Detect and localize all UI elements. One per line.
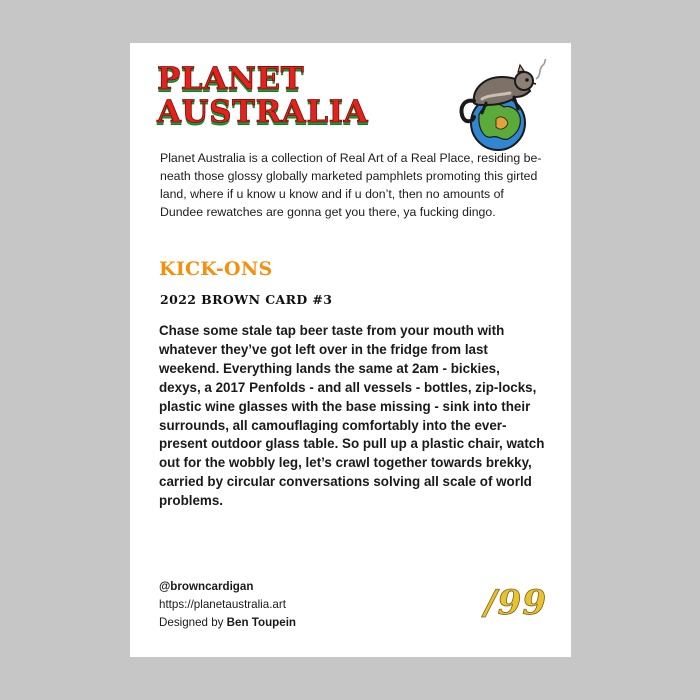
social-handle: @browncardigan: [159, 580, 254, 593]
trading-card: [130, 43, 571, 657]
website-url: https://planetaustralia.art: [159, 598, 286, 611]
card-title: KICK-ONS: [159, 258, 273, 280]
designer-credit: [159, 614, 296, 632]
credits: [159, 578, 296, 632]
edition-number: /99: [484, 583, 547, 623]
brand-title-line2: AUSTRALIA: [157, 94, 369, 130]
designer-prefix: Designed by: [159, 616, 227, 629]
brand-title-line1: PLANET: [157, 61, 305, 97]
card-subtitle: 2022 BROWN CARD #3: [160, 292, 333, 307]
card-story: Chase some stale tap beer taste from your mouth with whatever they’ve got left over in the fridge from last weekend. Everything lands the same at 2am - bickies, dexys, a 2017 Penfolds - and all vessels - bottles, zip-locks, plastic wine glasses with the base missing - sink into their surrounds, all camouflaging comfortably into the ever-present outdoor glass table. So pull up a plastic chair, watch out for the wobbly leg, let’s crawl together towards brekky, carried by circular conversations solving all scale of world problems.: [159, 323, 545, 509]
collection-description: Planet Australia is a collection of Real Art of a Real Place, residing beneath those glossy globally marketed pamphlets promoting this girted land, where if u know u know and if u don’t, then no amounts of Dundee rewatches are gonna get you there, ya fucking dingo.: [160, 151, 542, 219]
designer-name: Ben Toupein: [226, 616, 297, 629]
possum-on-globe-icon: [452, 59, 548, 159]
brand-title: [157, 63, 368, 129]
